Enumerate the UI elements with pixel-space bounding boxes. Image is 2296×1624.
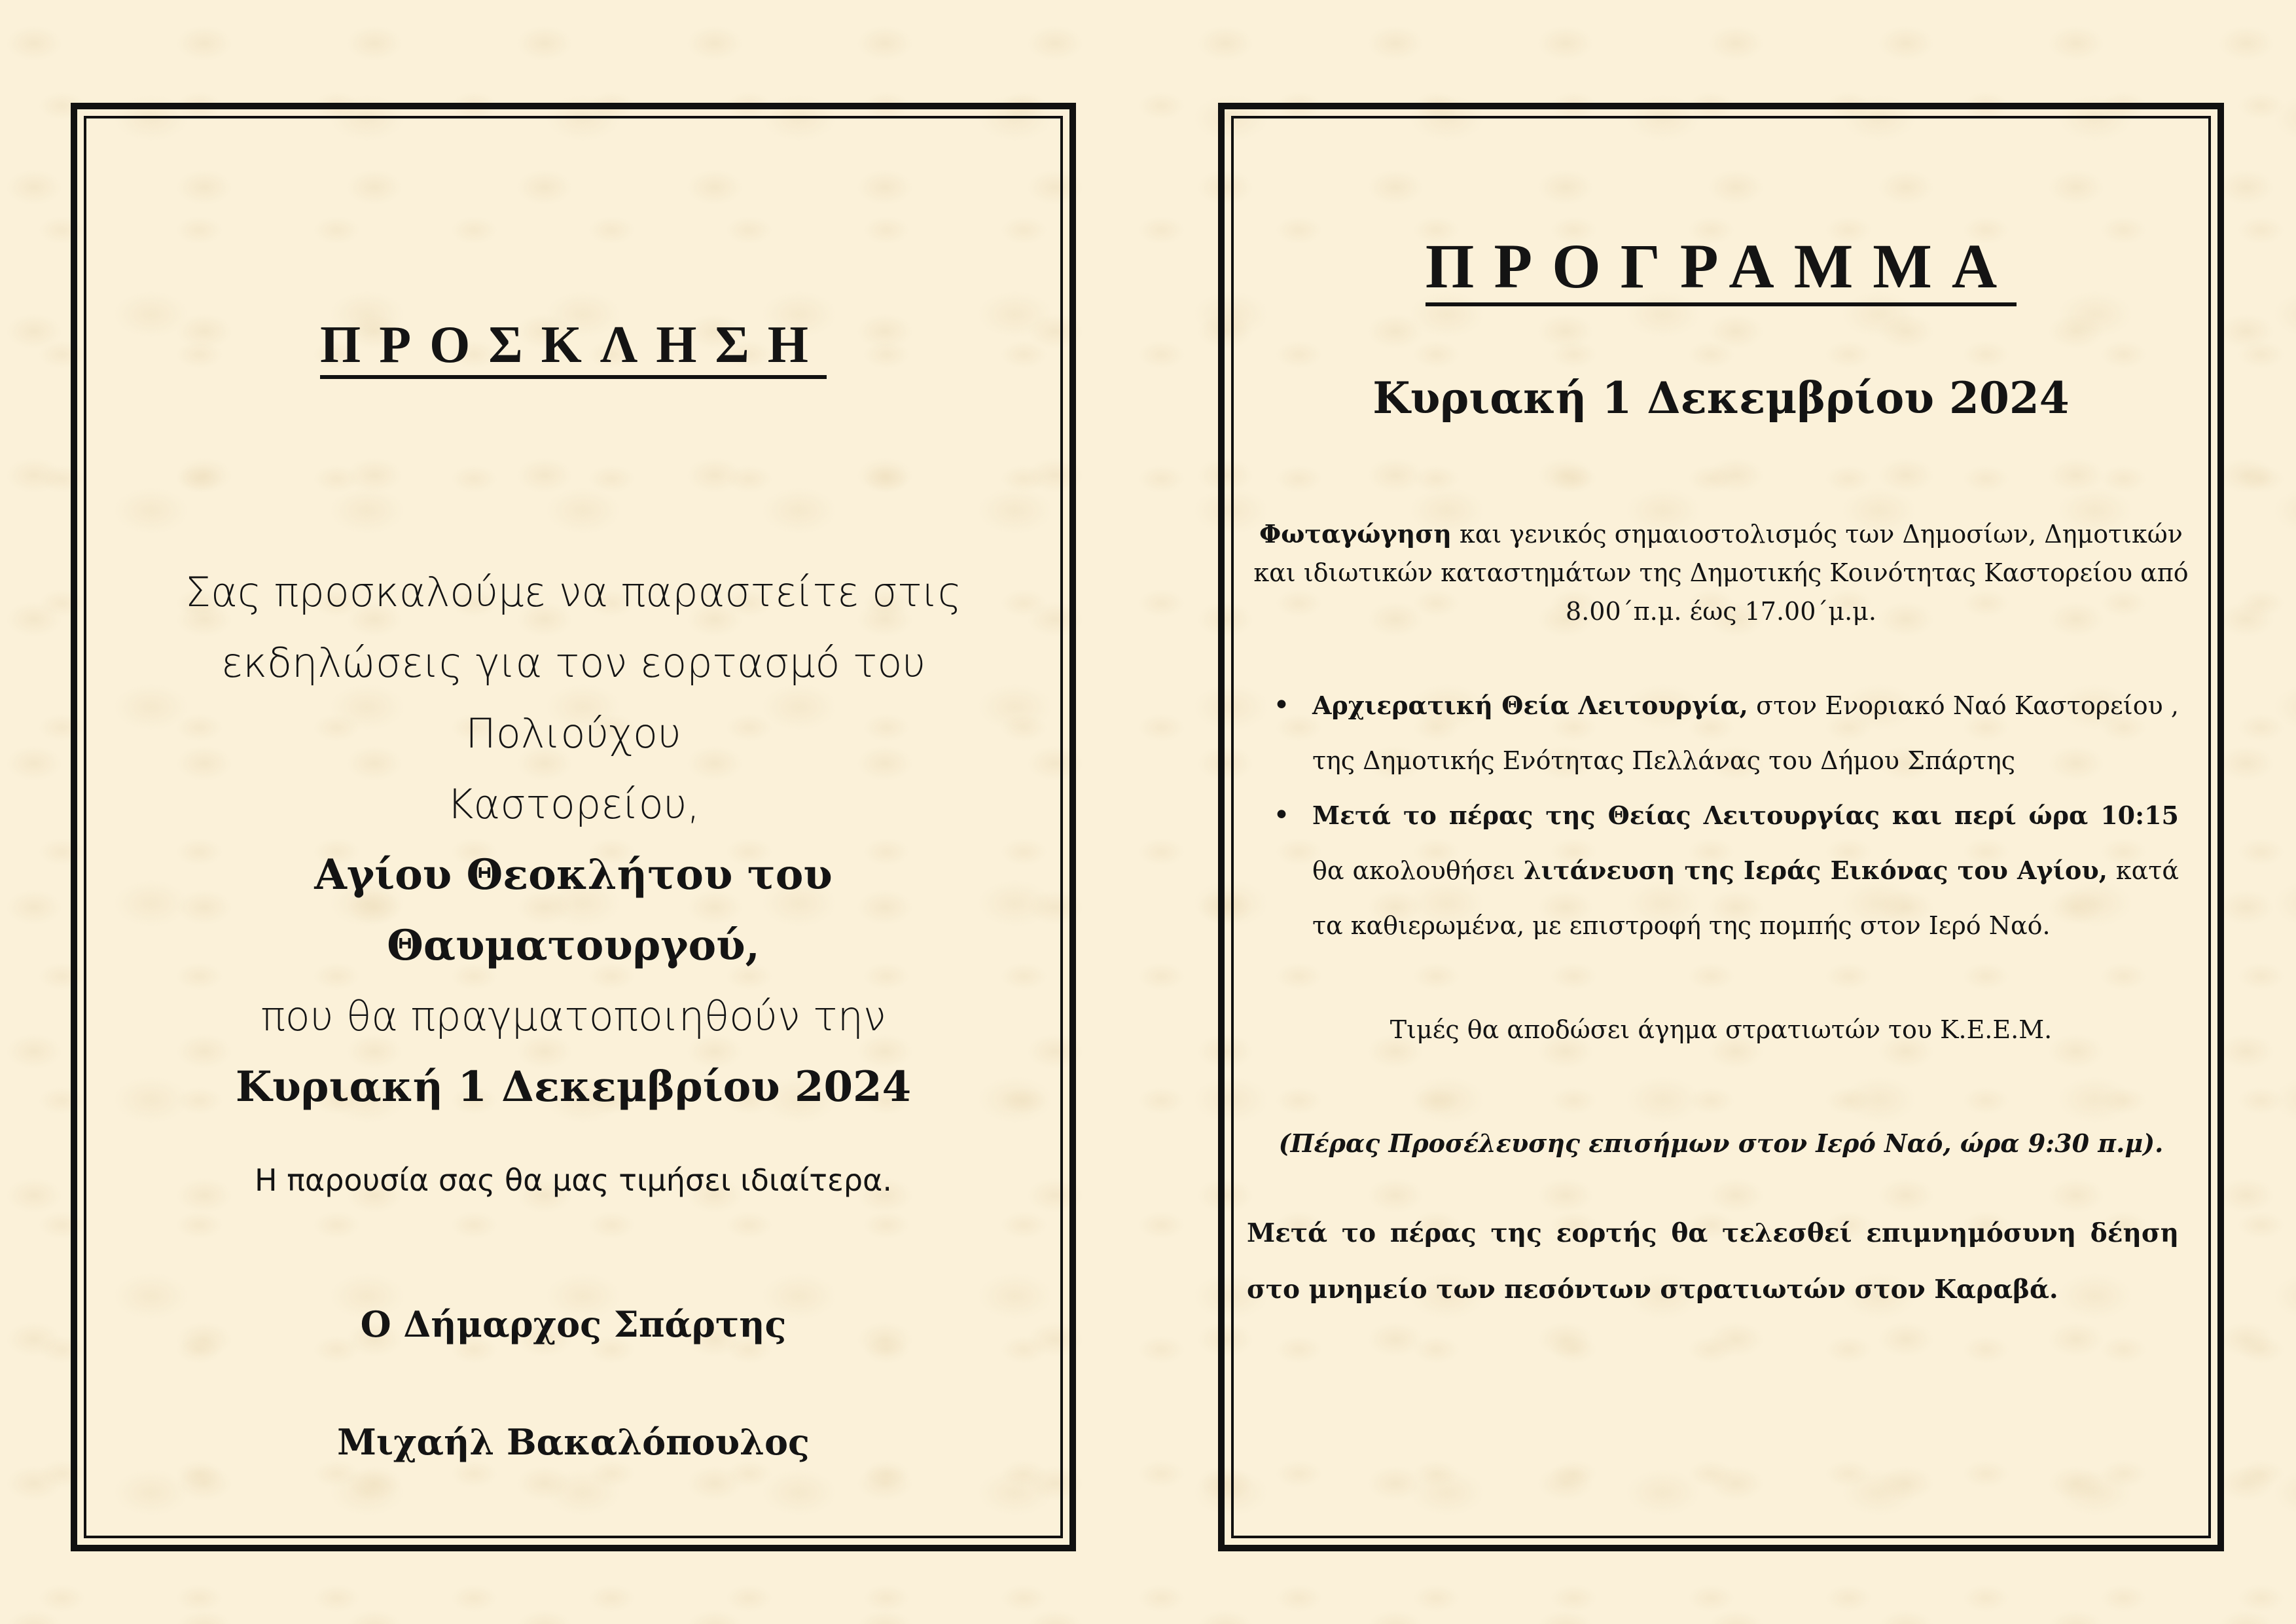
program-date: Κυριακή 1 Δεκεμβρίου 2024 xyxy=(1372,372,2070,424)
program-item-procession-text-b: κατά τα καθιερωμένα, με επιστροφή της πομπής στον Ιερό Ναό. xyxy=(1312,856,2179,940)
program-item-liturgy xyxy=(1273,678,2179,788)
mayor-title: Ο Δήμαρχος Σπάρτης xyxy=(360,1303,787,1345)
program-lighting xyxy=(1247,514,2195,631)
program-honors: Τιμές θα αποδώσει άγημα στρατιωτών του Κ.Ε.Ε.Μ. xyxy=(1390,1015,2053,1044)
invitation-body xyxy=(126,557,1021,1123)
mayor-name: Μιχαήλ Βακαλόπουλος xyxy=(337,1421,810,1463)
invitation-panel xyxy=(71,103,1076,1551)
program-item-procession xyxy=(1273,788,2179,953)
program-item-procession-text-a: θα ακολουθήσει xyxy=(1312,856,1524,885)
invitation-inner-border xyxy=(84,116,1063,1538)
lighting-bold: Φωταγώγηση xyxy=(1259,519,1452,549)
invitation-line-2: εκδηλώσεις για τον εορτασμό του Πολιούχου xyxy=(221,639,926,757)
program-item-liturgy-text: στον Ενοριακό Ναό Καστορείου , της Δημοτικής Ενότητας Πελλάνας του Δήμου Σπάρτης xyxy=(1312,691,2179,775)
program-panel xyxy=(1218,103,2224,1551)
invitation-line-1: Σας προσκαλούμε να παραστείτε στις xyxy=(185,568,962,616)
program-item-procession-bold-b: λιτάνευση της Ιεράς Εικόνας του Αγίου, xyxy=(1524,856,2108,885)
program-after-note: Μετά το πέρας της εορτής θα τελεσθεί επιμνημόσυνη δέηση στο μνημείο των πεσόντων στρατιωτών στον Καραβά. xyxy=(1247,1218,2179,1305)
program-title: ΠΡΟΓΡΑΜΜΑ xyxy=(1234,230,2208,302)
program-inner-border xyxy=(1231,116,2211,1538)
program-list xyxy=(1273,678,2179,953)
invitation-presence: Η παρουσία σας θα μας τιμήσει ιδιαίτερα. xyxy=(255,1163,892,1198)
invitation-line-5: που θα πραγματοποιηθούν την xyxy=(260,992,886,1040)
lighting-text: και γενικός σημαιοστολισμός των Δημοσίων, Δημοτικών και ιδιωτικών καταστημάτων της Δημοτικής Κοινότητας Καστορείου από 8.00΄π.μ. έως 17.00΄μ.μ. xyxy=(1253,520,2189,626)
invitation-date: Κυριακή 1 Δεκεμβρίου 2024 xyxy=(235,1062,912,1111)
invitation-title: ΠΡΟΣΚΛΗΣΗ xyxy=(86,316,1060,375)
invitation-line-3: Καστορείου, xyxy=(446,780,700,828)
program-item-procession-bold: Μετά το πέρας της Θείας Λειτουργίας και περί ώρα 10:15 xyxy=(1312,801,2179,830)
program-arrival: (Πέρας Προσέλευσης επισήμων στον Ιερό Ναό, ώρα 9:30 π.μ). xyxy=(1278,1128,2164,1158)
invitation-saint: Αγίου Θεοκλήτου του Θαυματουργού, xyxy=(314,850,833,970)
program-item-liturgy-bold: Αρχιερατική Θεία Λειτουργία, xyxy=(1312,691,1748,720)
